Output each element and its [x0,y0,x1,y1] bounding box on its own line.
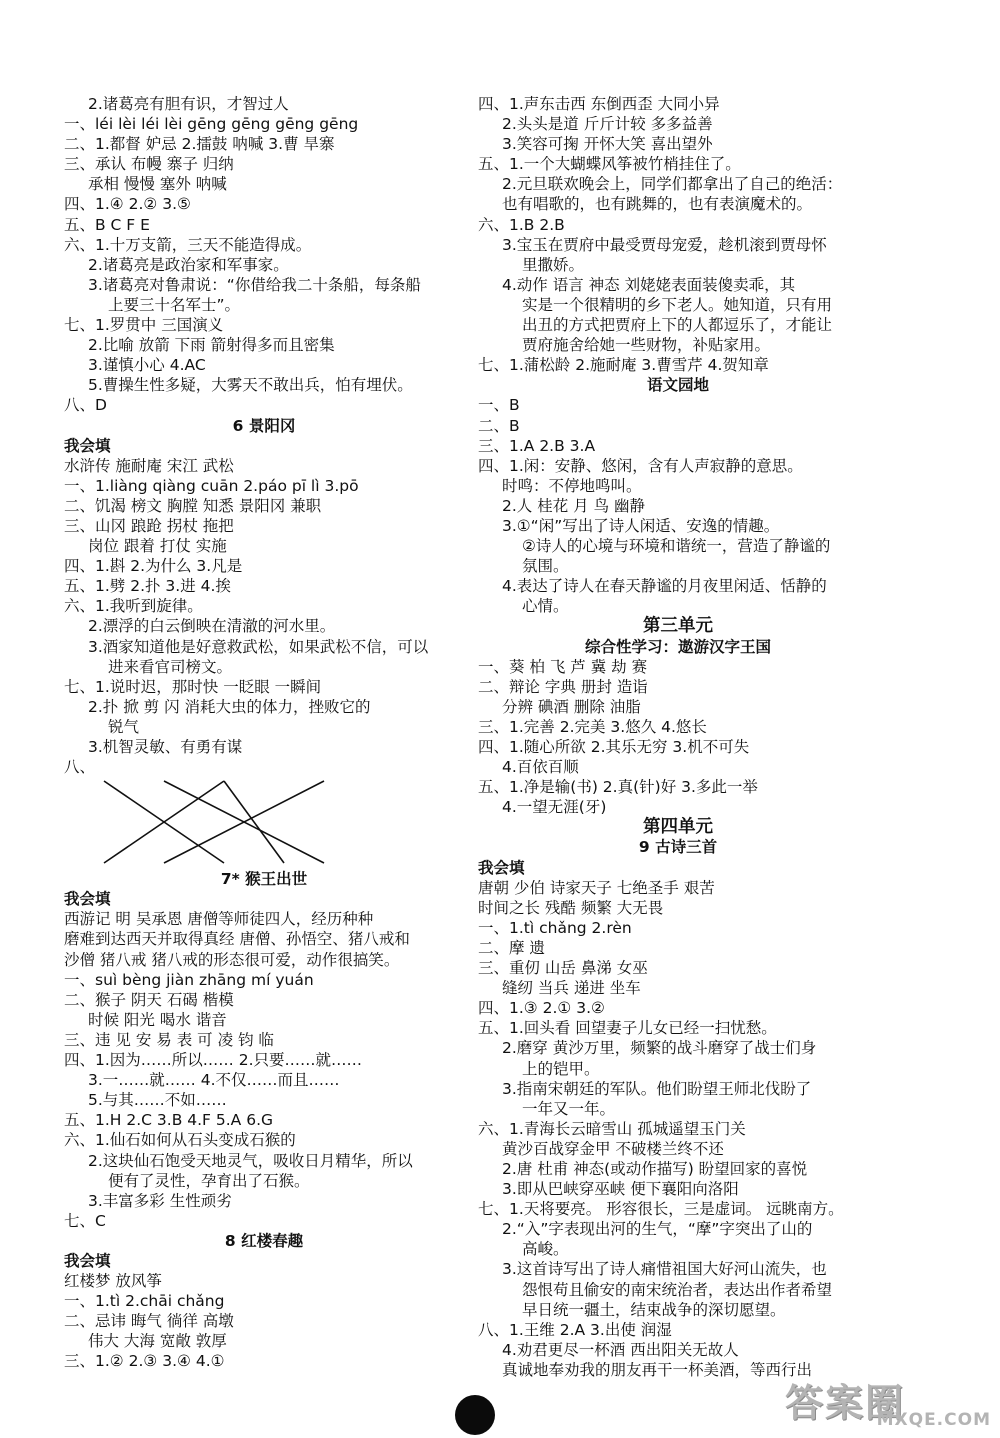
text-line: 一、B [478,396,520,415]
text-line: ②诗人的心境与环境和谐统一，营造了静谧的 [522,537,831,556]
watermark-url: MXQE.COM [876,1410,991,1430]
text-line: 2.“入”字表现出河的生气，“摩”字突出了山的 [502,1220,813,1239]
text-line: 4.一望无涯(牙) [502,798,607,817]
unit-title: 第四单元 [643,817,713,838]
right-column [478,94,878,1380]
text-line: 2.漂浮的白云倒映在清澈的河水里。 [88,617,336,636]
text-line: 时间之长 残酷 频繁 大无畏 [478,898,664,917]
text-line: 3.谨慎小心 4.AC [88,356,206,375]
text-line: 也有唱歌的，也有跳舞的，也有表演魔术的。 [502,195,813,214]
section-label: 我会填 [64,890,111,909]
text-line: 分辨 碘酒 删除 油脂 [502,697,641,716]
text-line: 六、1.十万支箭，三天不能造得成。 [64,235,312,254]
text-line: 西游记 明 吴承恩 唐僧等师徒四人，经历种种 [64,910,374,929]
text-line: 七、C [64,1211,106,1230]
text-line: 5.与其……不如…… [88,1091,227,1110]
text-line: 四、1.③ 2.① 3.② [478,999,605,1018]
text-line: 五、1.一个大蝴蝶风筝被竹梢挂住了。 [478,155,741,174]
text-line: 2.这块仙石饱受天地灵气，吸收日月精华，所以 [88,1151,413,1170]
text-line: 六、1.我听到旋律。 [64,597,203,616]
text-line: 2.人 桂花 月 鸟 幽静 [502,496,645,515]
left-column [64,94,464,1372]
section-title: 语文园地 [646,376,709,395]
text-line: 红楼梦 放风筝 [64,1272,162,1291]
text-line: 4.劝君更尽一杯酒 西出阳关无故人 [502,1340,739,1359]
lesson-title: 8 红楼春趣 [224,1231,304,1250]
section-title: 综合性学习：遨游汉字王国 [584,637,771,656]
text-line: 5.曹操生性多疑，大雾天不敢出兵，怕有埋伏。 [88,376,413,395]
page-number-circle [455,1395,495,1435]
text-line: 一、葵 柏 飞 芦 冀 劫 赛 [478,657,648,676]
text-line: 2.磨穿 黄沙万里，频繁的战斗磨穿了战士们身 [502,1039,817,1058]
text-line: 三、承认 布幔 寨子 归纳 [64,155,234,174]
text-line: 沙僧 猪八戒 猪八戒的形态很可爱，动作很搞笑。 [64,950,400,969]
text-line: 心情。 [522,597,569,616]
text-line: 4.表达了诗人在春天静谧的月夜里闲适、恬静的 [502,577,827,596]
text-line: 八、D [64,396,107,415]
text-line: 四、1.④ 2.② 3.⑤ [64,195,191,214]
text-line: 3.机智灵敏、有勇有谋 [88,738,243,756]
text-line: 二、摩 遗 [478,938,545,957]
text-line: 2.元旦联欢晚会上，同学们都拿出了自己的绝活： [502,175,843,194]
text-line: 4.动作 语言 神态 刘姥姥表面装傻卖乖，其 [502,275,796,294]
text-line: 四、1.斟 2.为什么 3.凡是 [64,557,243,576]
text-line: 三、1.② 2.③ 3.④ 4.① [64,1352,225,1371]
text-line: 缝纫 当兵 递进 坐车 [502,979,641,998]
text-line: 里撒娇。 [522,255,585,274]
text-line: 真诚地奉劝我的朋友再干一杯美酒，等西行出 [502,1360,813,1379]
text-line: 五、1.净是输(书) 2.真(针)好 3.多此一举 [478,778,758,797]
text-line: 3.酒家知道他是好意救武松，如果武松不信，可以 [88,637,429,656]
match-line [224,781,284,863]
text-line: 磨难到达西天并取得真经 唐僧、孙悟空、猪八戒和 [64,930,410,949]
text-line: 贾府施舍给她一些财物，补贴家用。 [522,336,771,355]
text-line: 六、1.青海长云暗雪山 孤城遥望玉门关 [478,1119,746,1138]
matching-lines-diagram [94,777,334,869]
text-line: 四、1.因为……所以…… 2.只要……就…… [64,1051,363,1070]
text-line: 上的铠甲。 [522,1059,600,1078]
text-line: 八、1.王维 2.A 3.出使 润湿 [478,1320,672,1339]
lesson-title: 9 古诗三首 [638,838,718,857]
text-line: 一、suì bèng jiàn zhāng mí yuán [64,970,314,989]
text-line: 三、违 见 安 易 表 可 凌 钧 临 [64,1030,274,1049]
text-line: 早日统一疆土，结束战争的深切愿望。 [522,1300,786,1319]
text-line: 二、B [478,416,520,435]
text-line: 上要三十名军士”。 [108,295,241,314]
text-line: 3.宝玉在贾府中最受贾母宠爱，趁机滚到贾母怀 [502,235,827,254]
section-label: 我会填 [478,858,525,877]
text-line: 2.扑 掀 剪 闪 消耗大虫的体力，挫败它的 [88,697,371,716]
text-line: 四、1.声东击西 东倒西歪 大同小异 [478,95,720,113]
section-label: 我会填 [64,1251,111,1270]
text-line: 四、1.随心所欲 2.其乐无穷 3.机不可失 [478,738,750,756]
text-line: 2.唐 杜甫 神态(或动作描写) 盼望回家的喜悦 [502,1159,808,1178]
text-line: 一、1.tì 2.chāi chǎng [64,1292,225,1311]
text-line: 五、1.劈 2.扑 3.进 4.挨 [64,577,231,596]
text-line: 七、1.蒲松龄 2.施耐庵 3.曹雪芹 4.贺知章 [478,356,769,375]
text-line: 三、1.完善 2.完美 3.悠久 4.悠长 [478,717,707,736]
text-line: 五、1.H 2.C 3.B 4.F 5.A 6.G [64,1111,274,1130]
text-line: 时鸣：不停地鸣叫。 [502,476,642,495]
text-line: 八、 [64,758,96,777]
text-line: 3.这首诗写出了诗人痛惜祖国大好河山流失，也 [502,1260,827,1279]
text-line: 4.百依百顺 [502,758,579,777]
text-line: 二、忌讳 晦气 徜徉 高墩 [64,1312,234,1331]
text-line: 一、léi lèi léi lèi gēng gēng gēng gēng [64,115,359,134]
lesson-title: 7* 猴王出世 [220,870,308,889]
text-line: 二、饥渴 榜文 胸膛 知悉 景阳冈 兼职 [64,496,322,515]
text-line: 唐朝 少伯 诗家天子 七绝圣手 艰苦 [478,878,715,897]
text-line: 六、1.B 2.B [478,215,565,234]
text-line: 3.笑容可掬 开怀大笑 喜出望外 [502,135,713,154]
text-line: 3.即从巴峡穿巫峡 便下襄阳向洛阳 [502,1180,739,1199]
text-line: 二、猴子 阴天 石碣 楷模 [64,990,234,1009]
text-line: 二、1.都督 妒忌 2.擂鼓 呐喊 3.曹 旱寨 [64,135,335,154]
text-line: 2.诸葛亮是政治家和军事家。 [88,255,289,274]
text-line: 2.头头是道 斤斤计较 多多益善 [502,115,713,134]
text-line: 3.一……就…… 4.不仅……而且…… [88,1071,340,1090]
text-line: 3.诸葛亮对鲁肃说：“你借给我二十条船，每条船 [88,275,421,294]
text-line: 承相 慢慢 塞外 呐喊 [88,175,227,194]
text-line: 氛围。 [522,557,569,576]
section-label: 我会填 [64,436,111,455]
text-line: 三、重仞 山岳 鼻涕 女巫 [478,959,648,978]
text-line: 3.①“闲”写出了诗人闲适、安逸的情趣。 [502,516,780,535]
text-line: 五、1.回头看 回望妻子儿女已经一扫忧愁。 [478,1019,777,1038]
text-line: 实是一个很精明的乡下老人。她知道，只有用 [522,295,833,314]
lesson-title: 6 景阳冈 [232,416,296,435]
text-line: 水浒传 施耐庵 宋江 武松 [64,456,234,475]
text-line: 伟大 大海 宽敞 敦厚 [88,1332,227,1351]
text-line: 四、1.闲：安静、悠闲，含有人声寂静的意思。 [478,456,803,475]
watermark-logo [785,1372,995,1434]
text-line: 便有了灵性，孕育出了石猴。 [108,1171,310,1190]
text-line: 高峻。 [522,1240,569,1259]
text-line: 六、1.仙石如何从石头变成石猴的 [64,1131,296,1150]
text-line: 三、1.A 2.B 3.A [478,436,596,455]
unit-title: 第三单元 [643,616,713,637]
text-line: 七、1.说时迟，那时快 一眨眼 一瞬间 [64,677,322,696]
text-line: 黄沙百战穿金甲 不破楼兰终不还 [502,1139,724,1158]
text-line: 锐气 [108,717,140,736]
text-line: 2.诸葛亮有胆有识，才智过人 [88,95,289,113]
text-line: 进来看官司榜文。 [108,657,233,676]
text-line: 七、1.天将要亮。 形容很长，三是虚词。 远眺南方。 [478,1200,844,1219]
text-line: 一、1.tì chǎng 2.rèn [478,918,632,937]
text-line: 岗位 跟着 打仗 实施 [88,537,227,556]
text-line: 二、辩论 字典 册封 造诣 [478,677,648,696]
text-line: 一年又一年。 [522,1099,616,1118]
text-line: 三、山冈 踉跄 拐杖 拖把 [64,516,234,535]
text-line: 五、B C F E [64,215,150,234]
text-line: 3.指南宋朝廷的军队。他们盼望王师北伐盼了 [502,1079,812,1098]
text-line: 一、1.liàng qiàng cuān 2.páo pī lì 3.pō [64,476,359,495]
text-line: 3.丰富多彩 生性顽劣 [88,1191,232,1210]
text-line: 七、1.罗贯中 三国演义 [64,316,224,335]
text-line: 2.比喻 放箭 下雨 箭射得多而且密集 [88,336,335,355]
watermark-text: 答案圈 [785,1381,906,1425]
text-line: 出丑的方式把贾府上下的人都逗乐了，才能让 [522,316,833,335]
text-line: 时候 阳光 喝水 谐音 [88,1010,227,1029]
text-line: 怨恨苟且偷安的南宋统治者，表达出作者希望 [522,1280,833,1299]
